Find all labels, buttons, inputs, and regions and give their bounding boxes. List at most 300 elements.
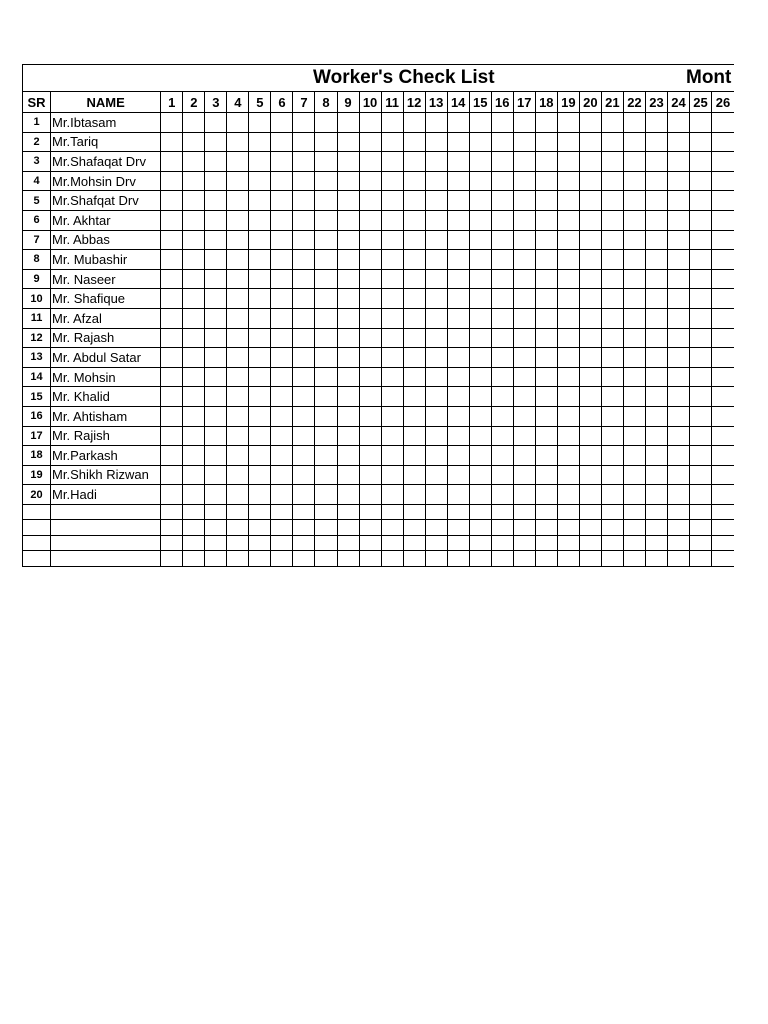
check-cell[interactable] [271,289,293,309]
check-cell[interactable] [535,308,557,328]
check-cell[interactable] [623,465,645,485]
empty-cell[interactable] [447,535,469,551]
empty-cell[interactable] [337,551,359,567]
check-cell[interactable] [425,406,447,426]
check-cell[interactable] [513,348,535,368]
check-cell[interactable] [227,485,249,505]
check-cell[interactable] [645,465,667,485]
check-cell[interactable] [579,406,601,426]
check-cell[interactable] [557,367,579,387]
empty-cell[interactable] [183,504,205,520]
check-cell[interactable] [557,485,579,505]
check-cell[interactable] [469,406,491,426]
check-cell[interactable] [249,269,271,289]
check-cell[interactable] [161,446,183,466]
empty-cell[interactable] [161,551,183,567]
check-cell[interactable] [337,426,359,446]
check-cell[interactable] [161,269,183,289]
check-cell[interactable] [205,367,227,387]
check-cell[interactable] [271,152,293,172]
check-cell[interactable] [425,191,447,211]
check-cell[interactable] [667,289,689,309]
check-cell[interactable] [712,446,734,466]
check-cell[interactable] [690,191,712,211]
check-cell[interactable] [337,230,359,250]
check-cell[interactable] [425,485,447,505]
check-cell[interactable] [293,191,315,211]
check-cell[interactable] [249,152,271,172]
empty-cell[interactable] [403,535,425,551]
check-cell[interactable] [579,465,601,485]
check-cell[interactable] [227,230,249,250]
check-cell[interactable] [557,171,579,191]
check-cell[interactable] [293,132,315,152]
check-cell[interactable] [227,289,249,309]
check-cell[interactable] [601,465,623,485]
check-cell[interactable] [491,230,513,250]
check-cell[interactable] [227,406,249,426]
check-cell[interactable] [623,113,645,133]
check-cell[interactable] [205,152,227,172]
check-cell[interactable] [271,191,293,211]
check-cell[interactable] [337,289,359,309]
check-cell[interactable] [557,446,579,466]
check-cell[interactable] [337,446,359,466]
check-cell[interactable] [271,250,293,270]
check-cell[interactable] [557,250,579,270]
check-cell[interactable] [712,269,734,289]
check-cell[interactable] [205,132,227,152]
check-cell[interactable] [601,250,623,270]
check-cell[interactable] [491,152,513,172]
check-cell[interactable] [337,250,359,270]
check-cell[interactable] [469,465,491,485]
check-cell[interactable] [623,387,645,407]
check-cell[interactable] [712,387,734,407]
check-cell[interactable] [601,426,623,446]
empty-cell[interactable] [557,535,579,551]
check-cell[interactable] [271,132,293,152]
empty-cell[interactable] [513,504,535,520]
check-cell[interactable] [690,446,712,466]
check-cell[interactable] [315,191,337,211]
empty-cell[interactable] [403,520,425,536]
check-cell[interactable] [623,132,645,152]
empty-cell[interactable] [271,551,293,567]
check-cell[interactable] [645,367,667,387]
check-cell[interactable] [381,348,403,368]
check-cell[interactable] [535,210,557,230]
check-cell[interactable] [491,132,513,152]
check-cell[interactable] [403,465,425,485]
check-cell[interactable] [425,387,447,407]
check-cell[interactable] [249,308,271,328]
check-cell[interactable] [690,465,712,485]
check-cell[interactable] [579,152,601,172]
check-cell[interactable] [425,465,447,485]
empty-cell[interactable] [359,535,381,551]
check-cell[interactable] [315,446,337,466]
check-cell[interactable] [337,348,359,368]
check-cell[interactable] [227,446,249,466]
check-cell[interactable] [579,387,601,407]
check-cell[interactable] [315,406,337,426]
check-cell[interactable] [161,113,183,133]
check-cell[interactable] [359,132,381,152]
empty-cell[interactable] [623,535,645,551]
check-cell[interactable] [535,289,557,309]
check-cell[interactable] [712,308,734,328]
check-cell[interactable] [315,465,337,485]
empty-cell[interactable] [579,551,601,567]
check-cell[interactable] [205,210,227,230]
empty-cell[interactable] [712,520,734,536]
check-cell[interactable] [712,328,734,348]
check-cell[interactable] [667,210,689,230]
check-cell[interactable] [491,348,513,368]
check-cell[interactable] [601,171,623,191]
empty-cell[interactable] [381,504,403,520]
empty-cell[interactable] [293,551,315,567]
check-cell[interactable] [579,367,601,387]
check-cell[interactable] [381,387,403,407]
check-cell[interactable] [601,387,623,407]
empty-cell[interactable] [293,504,315,520]
check-cell[interactable] [579,132,601,152]
check-cell[interactable] [447,308,469,328]
check-cell[interactable] [293,406,315,426]
check-cell[interactable] [690,210,712,230]
check-cell[interactable] [690,406,712,426]
check-cell[interactable] [513,230,535,250]
check-cell[interactable] [623,348,645,368]
check-cell[interactable] [425,230,447,250]
check-cell[interactable] [712,113,734,133]
check-cell[interactable] [579,426,601,446]
empty-cell[interactable] [557,520,579,536]
check-cell[interactable] [491,465,513,485]
empty-cell[interactable] [425,551,447,567]
check-cell[interactable] [381,485,403,505]
check-cell[interactable] [403,113,425,133]
check-cell[interactable] [293,289,315,309]
check-cell[interactable] [227,387,249,407]
check-cell[interactable] [513,485,535,505]
check-cell[interactable] [447,113,469,133]
check-cell[interactable] [557,113,579,133]
check-cell[interactable] [667,485,689,505]
check-cell[interactable] [513,152,535,172]
check-cell[interactable] [645,485,667,505]
check-cell[interactable] [601,113,623,133]
check-cell[interactable] [690,387,712,407]
check-cell[interactable] [667,328,689,348]
empty-cell[interactable] [667,535,689,551]
empty-cell[interactable] [227,535,249,551]
empty-cell[interactable] [667,551,689,567]
check-cell[interactable] [359,485,381,505]
check-cell[interactable] [491,113,513,133]
check-cell[interactable] [579,250,601,270]
empty-cell[interactable] [645,551,667,567]
empty-cell[interactable] [579,535,601,551]
check-cell[interactable] [249,113,271,133]
empty-cell[interactable] [337,520,359,536]
check-cell[interactable] [315,348,337,368]
check-cell[interactable] [359,308,381,328]
check-cell[interactable] [381,191,403,211]
empty-cell[interactable] [337,504,359,520]
empty-cell[interactable] [491,520,513,536]
empty-cell[interactable] [315,520,337,536]
check-cell[interactable] [249,250,271,270]
empty-cell[interactable] [51,520,161,536]
check-cell[interactable] [601,348,623,368]
check-cell[interactable] [469,367,491,387]
check-cell[interactable] [183,308,205,328]
check-cell[interactable] [645,210,667,230]
check-cell[interactable] [579,210,601,230]
check-cell[interactable] [645,348,667,368]
check-cell[interactable] [712,406,734,426]
check-cell[interactable] [667,269,689,289]
check-cell[interactable] [403,132,425,152]
check-cell[interactable] [249,171,271,191]
check-cell[interactable] [601,289,623,309]
check-cell[interactable] [513,308,535,328]
check-cell[interactable] [205,113,227,133]
check-cell[interactable] [293,446,315,466]
check-cell[interactable] [337,113,359,133]
check-cell[interactable] [645,230,667,250]
check-cell[interactable] [337,152,359,172]
check-cell[interactable] [337,387,359,407]
check-cell[interactable] [293,308,315,328]
check-cell[interactable] [205,387,227,407]
empty-cell[interactable] [227,551,249,567]
check-cell[interactable] [183,406,205,426]
check-cell[interactable] [403,328,425,348]
empty-cell[interactable] [623,551,645,567]
check-cell[interactable] [579,230,601,250]
check-cell[interactable] [447,446,469,466]
empty-cell[interactable] [249,520,271,536]
check-cell[interactable] [623,171,645,191]
check-cell[interactable] [425,308,447,328]
check-cell[interactable] [227,465,249,485]
empty-cell[interactable] [712,551,734,567]
check-cell[interactable] [447,406,469,426]
check-cell[interactable] [513,465,535,485]
check-cell[interactable] [227,308,249,328]
empty-cell[interactable] [315,535,337,551]
check-cell[interactable] [513,406,535,426]
check-cell[interactable] [381,426,403,446]
check-cell[interactable] [293,250,315,270]
check-cell[interactable] [271,348,293,368]
empty-cell[interactable] [513,520,535,536]
check-cell[interactable] [403,367,425,387]
check-cell[interactable] [535,132,557,152]
check-cell[interactable] [667,348,689,368]
check-cell[interactable] [469,387,491,407]
check-cell[interactable] [183,171,205,191]
check-cell[interactable] [315,113,337,133]
empty-cell[interactable] [535,504,557,520]
empty-cell[interactable] [425,504,447,520]
check-cell[interactable] [491,308,513,328]
check-cell[interactable] [667,113,689,133]
check-cell[interactable] [557,269,579,289]
check-cell[interactable] [359,230,381,250]
check-cell[interactable] [535,367,557,387]
check-cell[interactable] [227,328,249,348]
check-cell[interactable] [293,426,315,446]
empty-cell[interactable] [491,551,513,567]
check-cell[interactable] [535,485,557,505]
check-cell[interactable] [690,367,712,387]
check-cell[interactable] [601,191,623,211]
check-cell[interactable] [645,250,667,270]
empty-cell[interactable] [447,520,469,536]
check-cell[interactable] [491,171,513,191]
check-cell[interactable] [712,191,734,211]
check-cell[interactable] [645,406,667,426]
check-cell[interactable] [491,387,513,407]
check-cell[interactable] [205,465,227,485]
check-cell[interactable] [271,308,293,328]
check-cell[interactable] [712,465,734,485]
check-cell[interactable] [337,465,359,485]
check-cell[interactable] [183,113,205,133]
empty-cell[interactable] [403,504,425,520]
check-cell[interactable] [667,406,689,426]
empty-cell[interactable] [469,504,491,520]
check-cell[interactable] [535,152,557,172]
check-cell[interactable] [513,367,535,387]
check-cell[interactable] [227,348,249,368]
check-cell[interactable] [425,367,447,387]
check-cell[interactable] [337,269,359,289]
check-cell[interactable] [205,171,227,191]
empty-cell[interactable] [161,535,183,551]
check-cell[interactable] [513,289,535,309]
empty-cell[interactable] [381,535,403,551]
check-cell[interactable] [381,210,403,230]
check-cell[interactable] [690,348,712,368]
check-cell[interactable] [315,210,337,230]
empty-cell[interactable] [690,520,712,536]
check-cell[interactable] [579,485,601,505]
check-cell[interactable] [645,446,667,466]
check-cell[interactable] [447,328,469,348]
check-cell[interactable] [161,348,183,368]
check-cell[interactable] [403,230,425,250]
check-cell[interactable] [359,367,381,387]
check-cell[interactable] [601,367,623,387]
check-cell[interactable] [645,269,667,289]
check-cell[interactable] [623,426,645,446]
check-cell[interactable] [601,446,623,466]
check-cell[interactable] [271,230,293,250]
empty-cell[interactable] [513,551,535,567]
check-cell[interactable] [712,230,734,250]
check-cell[interactable] [205,308,227,328]
check-cell[interactable] [183,152,205,172]
check-cell[interactable] [381,269,403,289]
check-cell[interactable] [271,269,293,289]
check-cell[interactable] [183,426,205,446]
check-cell[interactable] [667,367,689,387]
check-cell[interactable] [645,308,667,328]
check-cell[interactable] [601,485,623,505]
empty-cell[interactable] [667,504,689,520]
check-cell[interactable] [381,171,403,191]
check-cell[interactable] [447,152,469,172]
check-cell[interactable] [667,132,689,152]
empty-cell[interactable] [690,551,712,567]
check-cell[interactable] [315,367,337,387]
check-cell[interactable] [337,191,359,211]
check-cell[interactable] [623,446,645,466]
empty-cell[interactable] [315,551,337,567]
check-cell[interactable] [271,485,293,505]
check-cell[interactable] [249,485,271,505]
check-cell[interactable] [469,113,491,133]
check-cell[interactable] [447,132,469,152]
check-cell[interactable] [183,485,205,505]
empty-cell[interactable] [51,551,161,567]
empty-cell[interactable] [183,551,205,567]
check-cell[interactable] [557,132,579,152]
empty-cell[interactable] [690,535,712,551]
check-cell[interactable] [535,348,557,368]
check-cell[interactable] [690,308,712,328]
check-cell[interactable] [249,446,271,466]
empty-cell[interactable] [535,551,557,567]
check-cell[interactable] [249,387,271,407]
check-cell[interactable] [579,348,601,368]
check-cell[interactable] [227,367,249,387]
check-cell[interactable] [601,308,623,328]
check-cell[interactable] [271,465,293,485]
check-cell[interactable] [535,269,557,289]
check-cell[interactable] [249,191,271,211]
check-cell[interactable] [491,210,513,230]
check-cell[interactable] [227,152,249,172]
empty-cell[interactable] [23,535,51,551]
check-cell[interactable] [491,250,513,270]
check-cell[interactable] [183,465,205,485]
check-cell[interactable] [447,289,469,309]
check-cell[interactable] [271,210,293,230]
check-cell[interactable] [690,132,712,152]
check-cell[interactable] [205,328,227,348]
check-cell[interactable] [293,465,315,485]
check-cell[interactable] [447,171,469,191]
check-cell[interactable] [447,250,469,270]
check-cell[interactable] [513,250,535,270]
check-cell[interactable] [535,113,557,133]
check-cell[interactable] [249,132,271,152]
check-cell[interactable] [690,230,712,250]
empty-cell[interactable] [205,520,227,536]
check-cell[interactable] [425,250,447,270]
check-cell[interactable] [359,426,381,446]
check-cell[interactable] [645,191,667,211]
check-cell[interactable] [469,210,491,230]
check-cell[interactable] [205,406,227,426]
